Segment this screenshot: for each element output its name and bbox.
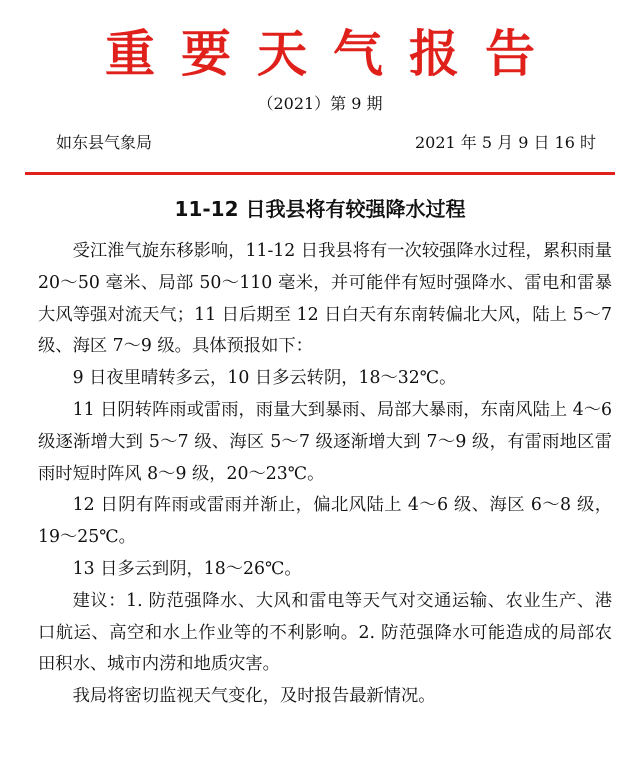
paragraph: 11 日阴转阵雨或雷雨，雨量大到暴雨、局部大暴雨，东南风陆上 4～6 级逐渐增大到 5～7 级、海区 5～7 级逐渐增大到 7～9 级，有雷雨地区雷雨时短时阵风 8～9 级，20～23℃。 bbox=[38, 399, 612, 484]
issuing-office: 如东县气象局 bbox=[56, 133, 153, 152]
paragraph: 我局将密切监视天气变化，及时报告最新情况。 bbox=[72, 686, 436, 707]
issue-number: （2021）第 9 期 bbox=[257, 94, 383, 113]
article-body bbox=[38, 236, 612, 713]
header-divider bbox=[25, 172, 615, 175]
article-title: 11-12 日我县将有较强降水过程 bbox=[174, 197, 466, 221]
issue-date: 2021 年 5 月 9 日 16 时 bbox=[414, 133, 596, 152]
paragraph: 9 日夜里晴转多云，10 日多云转阴，18～32℃。 bbox=[72, 368, 457, 389]
paragraph: 13 日多云到阴，18～26℃。 bbox=[72, 558, 302, 579]
paragraph: 受江淮气旋东移影响，11-12 日我县将有一次较强降水过程，累积雨量 20～50 毫米、局部 50～110 毫米，并可能伴有短时强降水、雷电和雷暴大风等强对流天气；11 日后期至 12 日白天有东南转偏北大风，陆上 5～7 级、海区 7～9 级。具体预报如下： bbox=[38, 241, 612, 357]
paragraph: 建议：1. 防范强降水、大风和雷电等天气对交通运输、农业生产、港口航运、高空和水上作业等的不利影响。2. 防范强降水可能造成的局部农田积水、城市内涝和地质灾害。 bbox=[38, 590, 612, 675]
paragraph: 12 日阴有阵雨或雷雨并渐止，偏北风陆上 4～6 级、海区 6～8 级，19～25℃。 bbox=[38, 495, 612, 548]
masthead-title: 重要天气报告 bbox=[105, 24, 561, 83]
